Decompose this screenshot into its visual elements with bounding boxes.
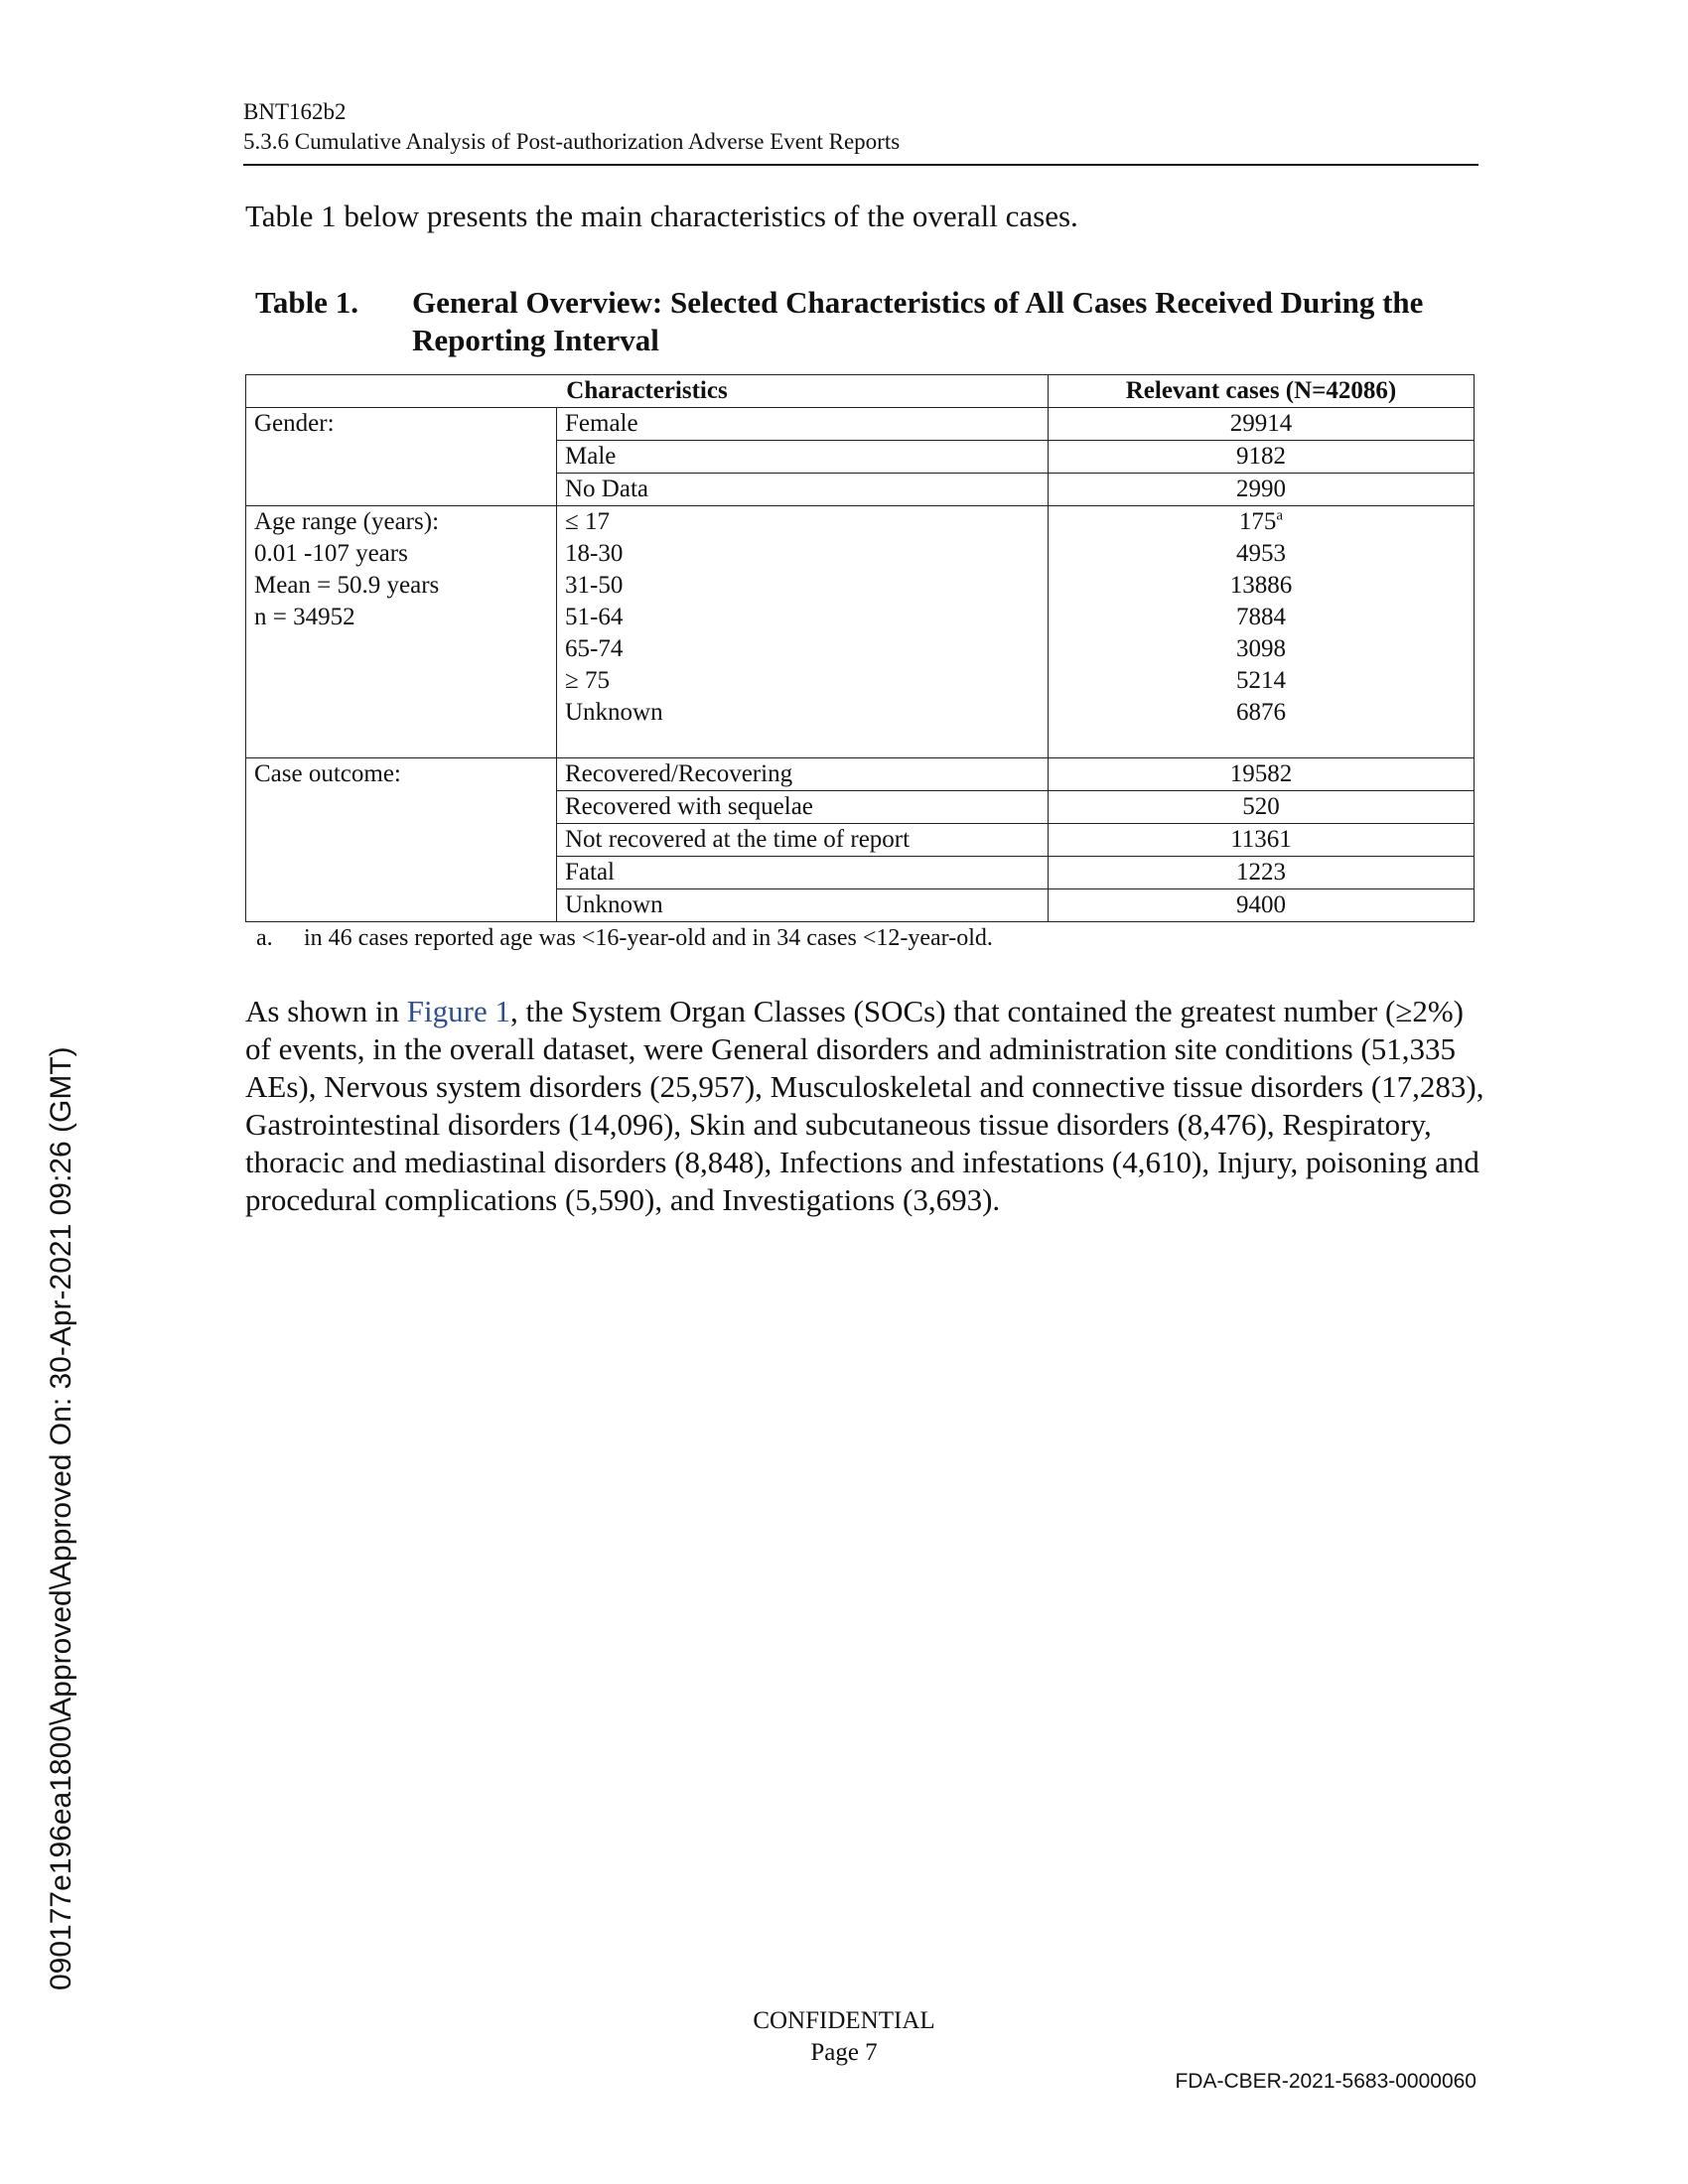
page-number: Page 7	[810, 2039, 878, 2066]
header-rule	[243, 164, 1478, 166]
age-label-line: Age range (years):	[254, 508, 440, 535]
row-value: 4953	[1236, 540, 1286, 567]
gender-label: Gender:	[246, 408, 557, 506]
document-id: FDA-CBER-2021-5683-0000060	[1175, 2070, 1477, 2093]
relevant-cases-header: Relevant cases (N=42086)	[1049, 375, 1475, 408]
row-label: Male	[557, 441, 1049, 474]
row-value: 1223	[1049, 857, 1475, 889]
table-row	[246, 758, 1475, 791]
confidential-label: CONFIDENTIAL	[753, 2007, 935, 2034]
age-ranges	[557, 506, 1049, 758]
footnote-marker: a	[1276, 507, 1284, 524]
row-label: Female	[557, 408, 1049, 441]
footnote-mark: a.	[256, 925, 273, 951]
row-value: 19582	[1049, 758, 1475, 791]
row-value: 3098	[1236, 635, 1286, 662]
table-footnote	[256, 923, 993, 953]
row-value: 520	[1049, 791, 1475, 824]
row-label: 18-30	[565, 540, 624, 567]
row-label: Recovered/Recovering	[557, 758, 1049, 791]
paragraph-text-end: , the System Organ Classes (SOCs) that contained the greatest number (≥2%) of events, in the overall dataset, were General disorders and administration site conditions (51,335 AEs), Nervous system disorders (25,957), Musculoskeletal and connective tissue disorders (17,283), Gastrointestinal disorders (14,096), Skin and subcutaneous tissue disorders (8,476), Respiratory, thoracic and mediastinal disorders (8,848), Infections and infestations (4,610), Injury, poisoning and procedural complications (5,590), and Investigations (3,693).	[245, 994, 1484, 1217]
row-value: 6876	[1236, 699, 1286, 726]
age-label-line: Mean = 50.9 years	[254, 572, 440, 599]
age-label	[246, 506, 557, 758]
page-footer	[0, 2005, 1688, 2069]
characteristics-header: Characteristics	[246, 375, 1049, 408]
body-paragraph	[245, 993, 1486, 1219]
age-label-line: 0.01 -107 years	[254, 540, 408, 567]
characteristics-table	[245, 374, 1475, 922]
row-value: 29914	[1049, 408, 1475, 441]
row-value: 175$^a$	[1238, 507, 1284, 535]
footnote-text: in 46 cases reported age was <16-year-old and in 34 cases <12-year-old.	[304, 925, 993, 951]
table-row	[246, 408, 1475, 441]
figure-link[interactable]: Figure 1	[406, 994, 510, 1028]
row-label: 31-50	[565, 572, 624, 599]
table-header-row	[246, 375, 1475, 408]
row-value: 9400	[1049, 889, 1475, 922]
row-label: No Data	[557, 474, 1049, 506]
row-value: 13886	[1229, 572, 1293, 599]
paragraph-text-start: As shown in	[245, 994, 407, 1028]
row-label: Recovered with sequelae	[557, 791, 1049, 824]
row-label: Fatal	[557, 857, 1049, 889]
row-label: Unknown	[565, 699, 663, 726]
row-label: Not recovered at the time of report	[557, 824, 1049, 857]
header-product: BNT162b2	[243, 99, 347, 124]
row-value: 5214	[1236, 667, 1286, 694]
row-label: 51-64	[565, 604, 624, 630]
age-label-line: n = 34952	[254, 604, 355, 630]
page-header	[243, 97, 1477, 157]
row-label: 65-74	[565, 635, 624, 662]
intro-text: Table 1 below presents the main characteristics of the overall cases.	[245, 199, 1078, 233]
row-value: 2990	[1049, 474, 1475, 506]
row-label: Unknown	[557, 889, 1049, 922]
approval-stamp: 090177e196ea1800\Approved\Approved On: 30-Apr-2021 09:26 (GMT)	[45, 1046, 77, 1990]
row-value: 7884	[1236, 604, 1286, 630]
age-values	[1049, 506, 1475, 758]
table-number: Table 1.	[255, 285, 358, 320]
row-label: ≤ 17	[565, 508, 610, 535]
header-section: 5.3.6 Cumulative Analysis of Post-authorization Adverse Event Reports	[243, 129, 901, 154]
outcome-label: Case outcome:	[246, 758, 557, 922]
table-title: General Overview: Selected Characteristics of All Cases Received During the Reporting Interval	[412, 285, 1424, 357]
table-row	[246, 506, 1475, 758]
row-label: ≥ 75	[565, 667, 610, 694]
row-value: 9182	[1049, 441, 1475, 474]
row-value: 11361	[1049, 824, 1475, 857]
